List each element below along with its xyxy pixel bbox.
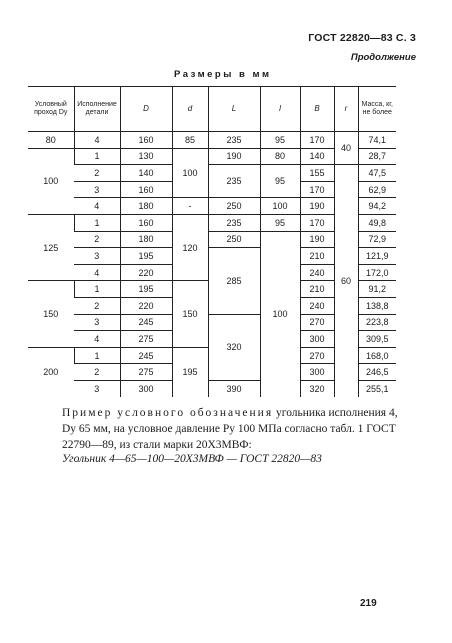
cell-D: 195	[120, 248, 172, 265]
cell-mass: 138,8	[358, 297, 396, 314]
cell-variant: 1	[74, 214, 120, 231]
cell-d: 120	[172, 214, 208, 280]
cell-variant: 3	[74, 181, 120, 198]
cell-mass: 47,5	[358, 165, 396, 182]
cell-D: 160	[120, 214, 172, 231]
cell-B: 270	[300, 314, 334, 331]
cell-variant: 1	[74, 347, 120, 364]
cell-d: -	[172, 198, 208, 215]
cell-mass: 168,0	[358, 347, 396, 364]
cell-mass: 172,0	[358, 264, 396, 281]
cell-mass: 309,5	[358, 331, 396, 348]
cell-L: 320	[208, 314, 260, 380]
cell-d: 85	[172, 132, 208, 149]
cell-D: 300	[120, 380, 172, 396]
cell-l: 95	[260, 214, 300, 231]
designation-formula: Угольник 4—65—100—20Х3МВФ — ГОСТ 22820—83	[62, 453, 322, 465]
cell-variant: 2	[74, 231, 120, 248]
header-dy: Условный проход Dу	[28, 87, 74, 132]
cell-variant: 3	[94, 383, 100, 394]
dimensions-table	[28, 86, 396, 397]
cell-variant: 4	[74, 331, 120, 348]
cell-D: 220	[120, 264, 172, 281]
cell-variant: 4	[74, 132, 120, 149]
cell-r: 60	[334, 165, 358, 397]
table-row	[28, 132, 396, 149]
cell-r: 40	[334, 132, 358, 165]
cell-variant: 2	[74, 297, 120, 314]
cell-B: 300	[300, 331, 334, 348]
cell-mass: 246,5	[358, 364, 396, 381]
header-d: d	[172, 87, 208, 132]
header-variant: Исполнение детали	[74, 87, 120, 132]
header-r: r	[334, 87, 358, 132]
cell-dy: 100	[28, 148, 74, 214]
header-B: B	[300, 87, 334, 132]
cell-B: 210	[300, 281, 334, 298]
table-header-row	[28, 87, 396, 132]
cell-d: 195	[172, 347, 208, 396]
cell-B: 270	[300, 347, 334, 364]
cell-D: 245	[120, 314, 172, 331]
cell-l: 80	[260, 148, 300, 165]
cell-l: 95	[260, 132, 300, 149]
cell-B: 240	[300, 297, 334, 314]
example-text: угольника исполнения 4, Dу 65 мм, на условное давление Pу 100 МПа согласно табл. 1 ГОСТ 22790—89, из стали марки 20Х3МВФ:	[62, 407, 398, 451]
cell-mass: 74,1	[358, 132, 396, 149]
cell-variant: 1	[74, 281, 120, 298]
cell-B: 140	[300, 148, 334, 165]
cell-l: 100	[260, 231, 300, 396]
cell-variant: 2	[74, 364, 120, 381]
cell-variant: 2	[74, 165, 120, 182]
header-mass: Масса, кг, не более	[358, 87, 396, 132]
cell-D: 245	[120, 347, 172, 364]
cell-B: 190	[300, 231, 334, 248]
cell-dy: 150	[28, 281, 74, 347]
cell-l: 95	[260, 165, 300, 198]
cell-mass: 62,9	[358, 181, 396, 198]
cell-variant: 3	[74, 248, 120, 265]
header-L: L	[208, 87, 260, 132]
table-row	[28, 165, 396, 182]
example-lead: Пример условного обозначения	[62, 407, 274, 419]
cell-mass: 72,9	[358, 231, 396, 248]
cell-variant: 4	[74, 198, 120, 215]
cell-B: 300	[300, 364, 334, 381]
cell-L: 250	[208, 198, 260, 215]
cell-mass: 49,8	[358, 214, 396, 231]
cell-D: 160	[120, 181, 172, 198]
cell-B: 210	[300, 248, 334, 265]
cell-variant: 3	[74, 314, 120, 331]
cell-variant: 1	[74, 148, 120, 165]
cell-B: 240	[300, 264, 334, 281]
cell-L: 235	[208, 214, 260, 231]
page-number: 219	[360, 598, 377, 609]
cell-dy: 125	[28, 214, 74, 280]
cell-D: 140	[120, 165, 172, 182]
cell-L: 235	[208, 165, 260, 198]
cell-l: 100	[260, 198, 300, 215]
cell-L: 285	[208, 248, 260, 314]
cell-D: 275	[120, 331, 172, 348]
cell-mass: 223,8	[358, 314, 396, 331]
cell-L: 250	[208, 231, 260, 248]
header-D: D	[120, 87, 172, 132]
designation-example	[62, 405, 398, 453]
cell-mass: 121,9	[358, 248, 396, 265]
cell-B: 190	[300, 198, 334, 215]
cell-d: 150	[172, 281, 208, 347]
cell-B: 320	[300, 380, 334, 396]
cell-L: 235	[208, 132, 260, 149]
cell-D: 180	[120, 198, 172, 215]
continuation-label: Продолжение	[350, 52, 416, 63]
cell-D: 220	[120, 297, 172, 314]
table-title: Размеры в мм	[174, 69, 272, 80]
cell-mass: 94,2	[358, 198, 396, 215]
cell-B: 170	[300, 132, 334, 149]
cell-D: 180	[120, 231, 172, 248]
cell-dy: 80	[28, 132, 74, 149]
cell-D: 275	[120, 364, 172, 381]
cell-B: 170	[300, 214, 334, 231]
header-l: l	[260, 87, 300, 132]
cell-mass: 91,2	[358, 281, 396, 298]
cell-B: 155	[300, 165, 334, 182]
cell-D: 130	[120, 148, 172, 165]
cell-D: 195	[120, 281, 172, 298]
cell-L: 390	[208, 380, 260, 396]
cell-B: 170	[300, 181, 334, 198]
cell-d: 100	[172, 148, 208, 198]
cell-L: 190	[208, 148, 260, 165]
document-header: ГОСТ 22820—83 С. 3	[308, 32, 416, 44]
cell-mass: 28,7	[358, 148, 396, 165]
cell-dy: 200	[43, 367, 59, 378]
cell-variant: 4	[74, 264, 120, 281]
cell-mass: 255,1	[358, 380, 396, 396]
cell-D: 160	[120, 132, 172, 149]
